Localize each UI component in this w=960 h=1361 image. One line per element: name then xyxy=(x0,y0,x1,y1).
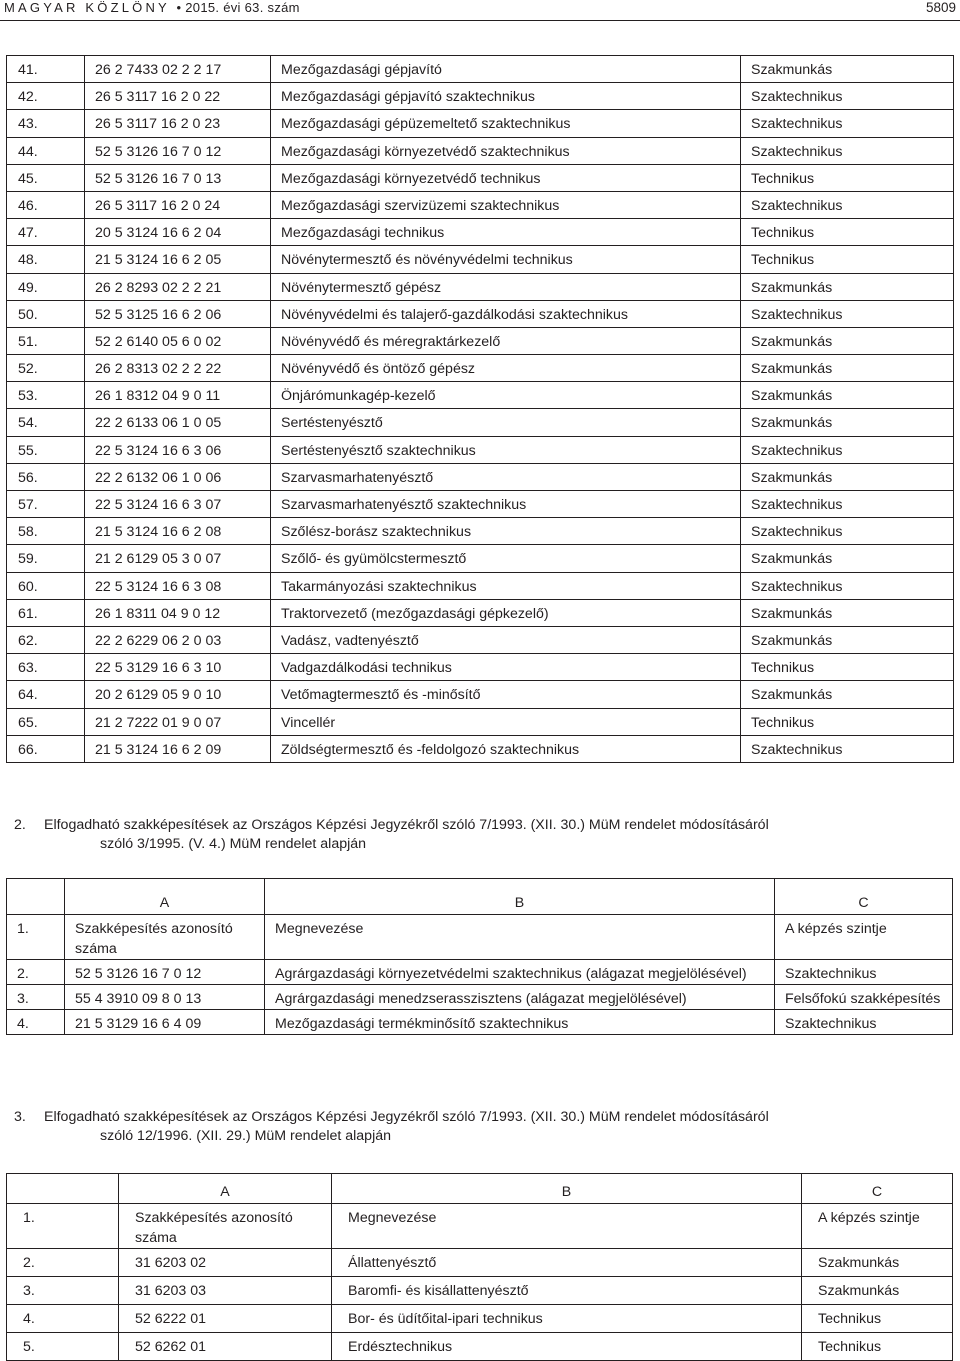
table-row xyxy=(7,137,954,164)
qualification-name: Vadgazdálkodási technikus xyxy=(271,654,741,681)
qualification-level: Szaktechnikus xyxy=(741,572,954,599)
table-row xyxy=(7,327,954,354)
row-number: 55. xyxy=(7,436,85,463)
qualification-level: Szakmunkás xyxy=(741,626,954,653)
row-number: 51. xyxy=(7,327,85,354)
qualification-code: 52 5 3125 16 6 2 06 xyxy=(85,300,271,327)
row-number: 61. xyxy=(7,599,85,626)
qualification-code: 22 5 3124 16 6 3 06 xyxy=(85,436,271,463)
table-row xyxy=(7,164,954,191)
table-row xyxy=(7,219,954,246)
row-number: 3. xyxy=(7,1277,119,1305)
qualification-level: Technikus xyxy=(802,1333,953,1361)
qualification-code: 21 5 3129 16 6 4 09 xyxy=(65,1010,265,1035)
qualification-code: 26 2 8313 02 2 2 22 xyxy=(85,355,271,382)
row-number: 41. xyxy=(7,56,85,83)
row-number: 3. xyxy=(7,985,65,1010)
qualification-code: 22 2 6133 06 1 0 05 xyxy=(85,409,271,436)
qualification-level: Szakmunkás xyxy=(741,273,954,300)
header-empty-cell xyxy=(7,879,65,915)
qualification-name: Növénytermesztő és növényvédelmi technikus xyxy=(271,246,741,273)
section-title-line1: Elfogadható szakképesítések az Országos Képzési Jegyzékről szóló 7/1993. (XII. 30.) MüM rendelet módosításáról xyxy=(44,817,769,833)
qualification-level: Technikus xyxy=(802,1305,953,1333)
qualification-name: Szőlő- és gyümölcstermesztő xyxy=(271,545,741,572)
qualification-code: 21 5 3124 16 6 2 05 xyxy=(85,246,271,273)
row-number: 60. xyxy=(7,572,85,599)
row-number: 42. xyxy=(7,83,85,110)
qualification-code: 31 6203 03 xyxy=(119,1277,332,1305)
qualification-level: Szakmunkás xyxy=(802,1277,953,1305)
qualification-name: Mezőgazdasági gépjavító xyxy=(271,56,741,83)
qualifications-table-3 xyxy=(6,1173,953,1361)
qualification-name: Vadász, vadtenyésztő xyxy=(271,626,741,653)
qualification-code: 55 4 3910 09 8 0 13 xyxy=(65,985,265,1010)
qualification-name: Agrárgazdasági menedzserasszisztens (alágazat megjelölésével) xyxy=(265,985,775,1010)
qualification-code: 21 5 3124 16 6 2 08 xyxy=(85,518,271,545)
page-header xyxy=(0,0,960,24)
table-row xyxy=(7,1305,953,1333)
header-rule xyxy=(0,20,960,21)
row-number: 45. xyxy=(7,164,85,191)
qualification-code: 22 2 6132 06 1 0 06 xyxy=(85,463,271,490)
qualification-name: Sertéstenyésztő xyxy=(271,409,741,436)
qualification-level: Szakmunkás xyxy=(741,409,954,436)
qualification-level: Szaktechnikus xyxy=(741,300,954,327)
qualification-code: 21 2 6129 05 3 0 07 xyxy=(85,545,271,572)
section-3-heading xyxy=(14,1108,769,1146)
table-row xyxy=(7,1010,953,1035)
table-row xyxy=(7,1277,953,1305)
row-number: 66. xyxy=(7,735,85,762)
table-row xyxy=(7,518,954,545)
section-title-line1: Elfogadható szakképesítések az Országos Képzési Jegyzékről szóló 7/1993. (XII. 30.) MüM rendelet módosításáról xyxy=(44,1109,769,1125)
qualification-code: 52 5 3126 16 7 0 12 xyxy=(85,137,271,164)
qualification-name: Növénytermesztő gépész xyxy=(271,273,741,300)
row-number: 54. xyxy=(7,409,85,436)
qualification-name: Szőlész-borász szaktechnikus xyxy=(271,518,741,545)
table-row xyxy=(7,985,953,1010)
table-row xyxy=(7,654,954,681)
page-number: 5809 xyxy=(925,0,956,15)
qualification-name: Mezőgazdasági környezetvédő technikus xyxy=(271,164,741,191)
qualification-code: 26 5 3117 16 2 0 22 xyxy=(85,83,271,110)
qualification-level: Szakmunkás xyxy=(741,327,954,354)
qualification-code: 52 2 6140 05 6 0 02 xyxy=(85,327,271,354)
table-row xyxy=(7,56,954,83)
column-c-header: C xyxy=(775,879,953,915)
row-number: 1. xyxy=(7,1204,119,1249)
qualification-code: 26 1 8311 04 9 0 12 xyxy=(85,599,271,626)
qualification-level: Szaktechnikus xyxy=(775,960,953,985)
qualification-level: Szaktechnikus xyxy=(741,191,954,218)
qualification-code: Szakképesítés azonosító száma xyxy=(119,1204,332,1249)
table-row xyxy=(7,83,954,110)
qualification-name: Önjárómunkagép-kezelő xyxy=(271,382,741,409)
column-a-header: A xyxy=(65,879,265,915)
row-number: 5. xyxy=(7,1333,119,1361)
qualification-code: 26 5 3117 16 2 0 24 xyxy=(85,191,271,218)
section-number: 2. xyxy=(14,817,26,833)
qualification-level: Szaktechnikus xyxy=(741,436,954,463)
qualification-code: 21 2 7222 01 9 0 07 xyxy=(85,708,271,735)
table-row xyxy=(7,273,954,300)
qualification-code: 52 5 3126 16 7 0 13 xyxy=(85,164,271,191)
qualification-code: 22 5 3124 16 6 3 07 xyxy=(85,491,271,518)
column-a-header: A xyxy=(119,1174,332,1204)
qualification-name: Mezőgazdasági gépjavító szaktechnikus xyxy=(271,83,741,110)
row-number: 44. xyxy=(7,137,85,164)
qualification-name: Mezőgazdasági szervizüzemi szaktechnikus xyxy=(271,191,741,218)
qualification-code: 52 6262 01 xyxy=(119,1333,332,1361)
table-row xyxy=(7,572,954,599)
table-row xyxy=(7,436,954,463)
qualification-level: Szakmunkás xyxy=(802,1249,953,1277)
row-number: 2. xyxy=(7,960,65,985)
qualification-name: Növényvédelmi és talajerő-gazdálkodási szaktechnikus xyxy=(271,300,741,327)
qualification-name: Mezőgazdasági környezetvédő szaktechnikus xyxy=(271,137,741,164)
table-row xyxy=(7,300,954,327)
qualification-code: 26 1 8312 04 9 0 11 xyxy=(85,382,271,409)
row-number: 49. xyxy=(7,273,85,300)
qualification-name: Mezőgazdasági technikus xyxy=(271,219,741,246)
row-number: 52. xyxy=(7,355,85,382)
qualification-level: Szaktechnikus xyxy=(741,137,954,164)
row-number: 46. xyxy=(7,191,85,218)
row-number: 65. xyxy=(7,708,85,735)
table-row xyxy=(7,110,954,137)
qualification-level: Szaktechnikus xyxy=(741,518,954,545)
qualifications-table-2 xyxy=(6,878,953,1035)
qualification-level: Szaktechnikus xyxy=(741,110,954,137)
qualification-level: Technikus xyxy=(741,164,954,191)
header-empty-cell xyxy=(7,1174,119,1204)
table-row xyxy=(7,735,954,762)
row-number: 47. xyxy=(7,219,85,246)
qualification-name: Erdésztechnikus xyxy=(332,1333,802,1361)
table-row xyxy=(7,409,954,436)
qualification-name: Növényvédő és öntöző gépész xyxy=(271,355,741,382)
row-number: 56. xyxy=(7,463,85,490)
qualification-name: Baromfi- és kisállattenyésztő xyxy=(332,1277,802,1305)
row-number: 63. xyxy=(7,654,85,681)
qualification-name: Állattenyésztő xyxy=(332,1249,802,1277)
qualification-code: 22 2 6229 06 2 0 03 xyxy=(85,626,271,653)
qualification-name: Zöldségtermesztő és -feldolgozó szaktechnikus xyxy=(271,735,741,762)
qualification-level: Szakmunkás xyxy=(741,599,954,626)
qualification-level: Szaktechnikus xyxy=(741,83,954,110)
table-row xyxy=(7,1249,953,1277)
table-row xyxy=(7,382,954,409)
qualification-code: 26 2 8293 02 2 2 21 xyxy=(85,273,271,300)
row-number: 1. xyxy=(7,915,65,960)
qualification-level: Technikus xyxy=(741,708,954,735)
qualification-level: Szaktechnikus xyxy=(741,735,954,762)
qualification-code: 52 6222 01 xyxy=(119,1305,332,1333)
qualification-level: Technikus xyxy=(741,219,954,246)
table-row xyxy=(7,191,954,218)
table-row xyxy=(7,355,954,382)
qualification-name: Mezőgazdasági gépüzemeltető szaktechnikus xyxy=(271,110,741,137)
qualification-code: 22 5 3124 16 6 3 08 xyxy=(85,572,271,599)
row-number: 4. xyxy=(7,1010,65,1035)
qualification-name: Megnevezése xyxy=(332,1204,802,1249)
qualification-name: Növényvédő és méregraktárkezelő xyxy=(271,327,741,354)
qualification-level: Szakmunkás xyxy=(741,463,954,490)
qualification-name: Agrárgazdasági környezetvédelmi szaktechnikus (alágazat megjelölésével) xyxy=(265,960,775,985)
table-row xyxy=(7,246,954,273)
column-b-header: B xyxy=(332,1174,802,1204)
table-row xyxy=(7,681,954,708)
qualification-name: Traktorvezető (mezőgazdasági gépkezelő) xyxy=(271,599,741,626)
qualification-level: Szakmunkás xyxy=(741,545,954,572)
table-header-row xyxy=(7,1174,953,1204)
table-row xyxy=(7,1204,953,1249)
journal-title: MAGYAR KÖZLÖNY • 2015. évi 63. szám xyxy=(4,0,300,15)
section-title-line2: szóló 3/1995. (V. 4.) MüM rendelet alapján xyxy=(100,836,367,852)
qualification-name: Bor- és üdítőital-ipari technikus xyxy=(332,1305,802,1333)
qualification-name: Vetőmagtermesztő és -minősítő xyxy=(271,681,741,708)
row-number: 58. xyxy=(7,518,85,545)
section-title-line2: szóló 12/1996. (XII. 29.) MüM rendelet alapján xyxy=(100,1128,392,1144)
qualification-level: Szaktechnikus xyxy=(775,1010,953,1035)
qualification-name: Sertéstenyésztő szaktechnikus xyxy=(271,436,741,463)
row-number: 64. xyxy=(7,681,85,708)
row-number: 59. xyxy=(7,545,85,572)
section-number: 3. xyxy=(14,1109,26,1125)
table-row xyxy=(7,626,954,653)
row-number: 62. xyxy=(7,626,85,653)
qualification-name: Vincellér xyxy=(271,708,741,735)
qualification-code: 26 2 7433 02 2 2 17 xyxy=(85,56,271,83)
qualification-level: Szakmunkás xyxy=(741,382,954,409)
qualification-level: Technikus xyxy=(741,654,954,681)
column-b-header: B xyxy=(265,879,775,915)
qualification-name: Mezőgazdasági termékminősítő szaktechnikus xyxy=(265,1010,775,1035)
qualification-name: Megnevezése xyxy=(265,915,775,960)
table-row xyxy=(7,915,953,960)
row-number: 53. xyxy=(7,382,85,409)
row-number: 4. xyxy=(7,1305,119,1333)
table-header-row xyxy=(7,879,953,915)
table-row xyxy=(7,1333,953,1361)
qualification-name: Szarvasmarhatenyésztő szaktechnikus xyxy=(271,491,741,518)
qualification-code: 21 5 3124 16 6 2 09 xyxy=(85,735,271,762)
qualification-code: 22 5 3129 16 6 3 10 xyxy=(85,654,271,681)
row-number: 2. xyxy=(7,1249,119,1277)
qualification-code: 52 5 3126 16 7 0 12 xyxy=(65,960,265,985)
qualification-code: 31 6203 02 xyxy=(119,1249,332,1277)
qualification-level: Technikus xyxy=(741,246,954,273)
qualification-level: Szakmunkás xyxy=(741,681,954,708)
qualification-level: Szakmunkás xyxy=(741,355,954,382)
section-2-heading xyxy=(14,816,769,854)
qualification-level: Szaktechnikus xyxy=(741,491,954,518)
qualification-name: Szarvasmarhatenyésztő xyxy=(271,463,741,490)
table-row xyxy=(7,708,954,735)
qualification-code: Szakképesítés azonosító száma xyxy=(65,915,265,960)
qualification-level: Szakmunkás xyxy=(741,56,954,83)
row-number: 48. xyxy=(7,246,85,273)
qualification-name: Takarmányozási szaktechnikus xyxy=(271,572,741,599)
qualification-level: A képzés szintje xyxy=(775,915,953,960)
row-number: 50. xyxy=(7,300,85,327)
table-row xyxy=(7,463,954,490)
column-c-header: C xyxy=(802,1174,953,1204)
row-number: 43. xyxy=(7,110,85,137)
table-row xyxy=(7,545,954,572)
qualifications-table-1 xyxy=(6,55,954,763)
row-number: 57. xyxy=(7,491,85,518)
table-row xyxy=(7,491,954,518)
qualification-code: 20 2 6129 05 9 0 10 xyxy=(85,681,271,708)
table-row xyxy=(7,960,953,985)
qualification-code: 20 5 3124 16 6 2 04 xyxy=(85,219,271,246)
table-row xyxy=(7,599,954,626)
qualification-code: 26 5 3117 16 2 0 23 xyxy=(85,110,271,137)
qualification-level: Felsőfokú szakképesítés xyxy=(775,985,953,1010)
qualification-level: A képzés szintje xyxy=(802,1204,953,1249)
